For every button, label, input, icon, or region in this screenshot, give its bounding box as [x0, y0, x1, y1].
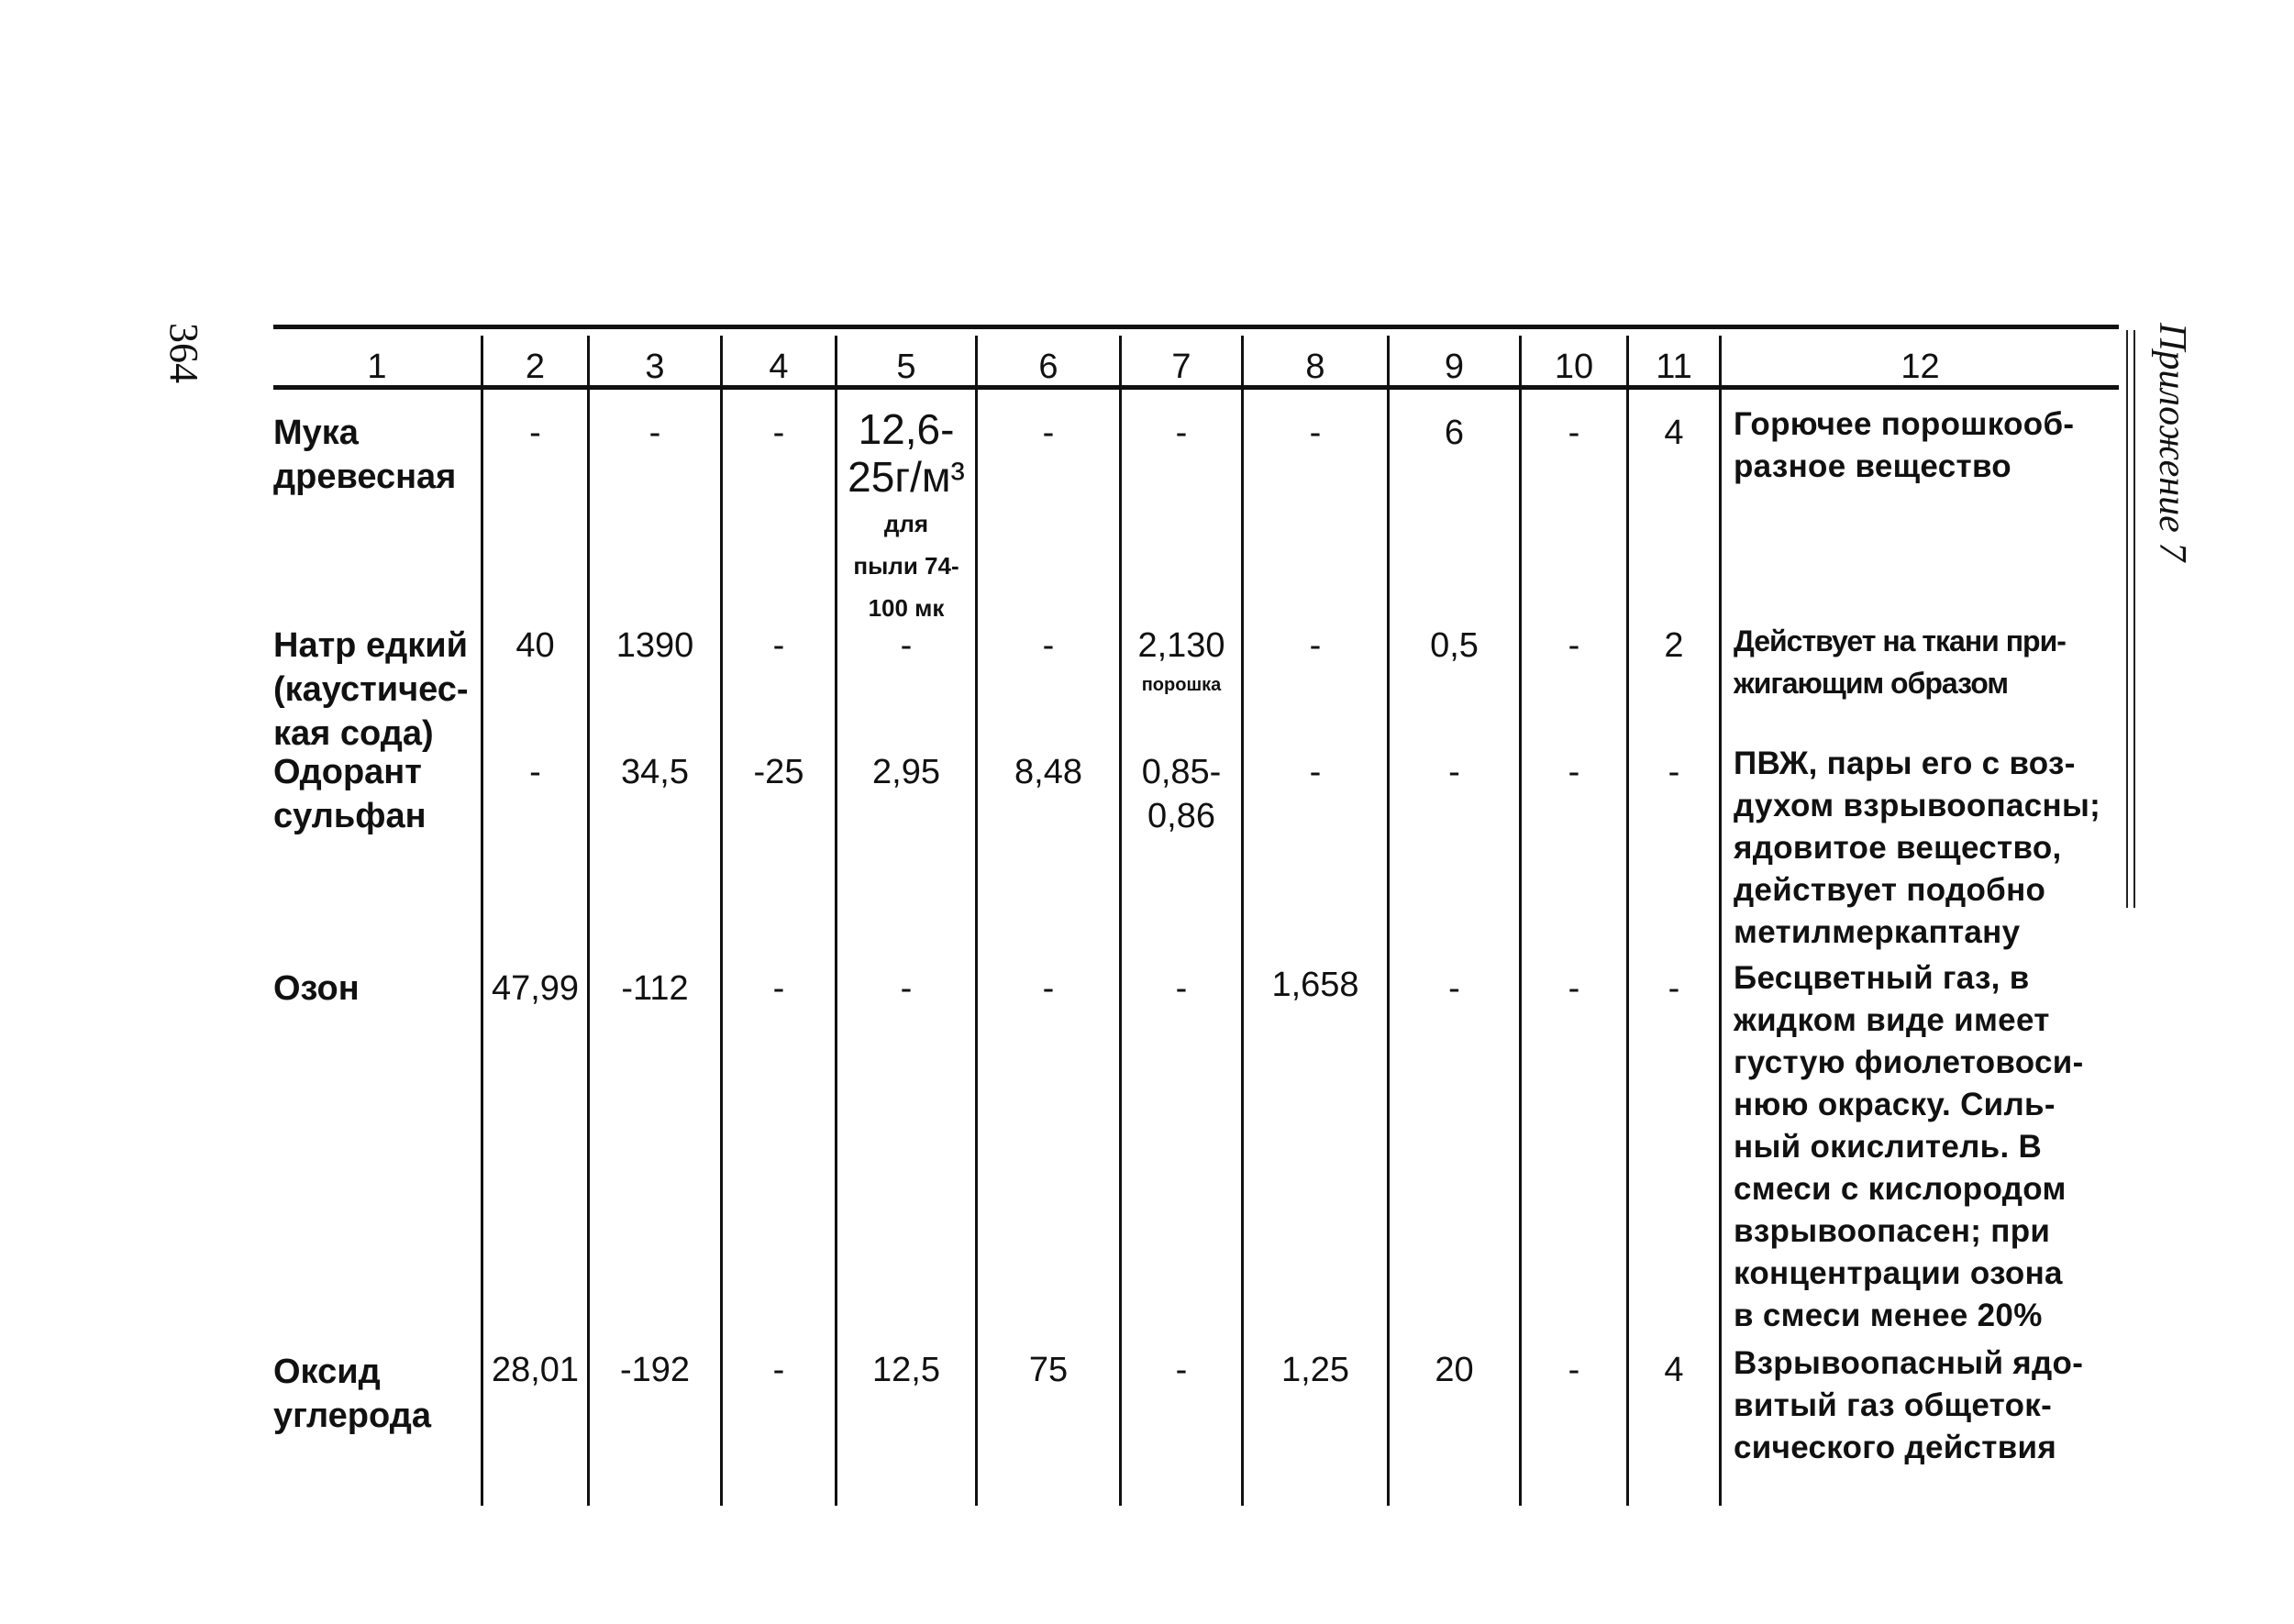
table-cell: -: [1042, 969, 1055, 1008]
table-cell: -192: [619, 1351, 691, 1389]
table-cell: -: [900, 969, 913, 1008]
table-cell: -: [1042, 414, 1055, 452]
table-cell-note: для пыли 74- 100 мк: [853, 510, 959, 622]
table-cell: -: [1568, 414, 1580, 452]
table-cell: -: [772, 414, 785, 452]
table-cell: 0,85- 0,86: [1141, 753, 1222, 835]
table-cell: -: [648, 414, 661, 452]
row-description: Действует на ткани при- жигающим образом: [1734, 624, 2066, 700]
table-cell: 2,130: [1137, 626, 1225, 665]
table-cell: 1,658: [1271, 966, 1359, 1004]
table-cell: -: [1309, 626, 1322, 665]
table-cell: 4: [1664, 1351, 1684, 1389]
column-header: 1: [367, 348, 387, 386]
table-cell: 47,99: [491, 969, 580, 1008]
column-divider: [720, 336, 723, 1506]
row-description: Горючее порошкооб- разное вещество: [1734, 406, 2075, 484]
table-cell: -112: [621, 969, 689, 1008]
table-cell: -: [1568, 1351, 1580, 1389]
table-cell: -: [772, 969, 785, 1008]
column-divider: [587, 336, 590, 1506]
column-header: 6: [1038, 348, 1058, 386]
row-substance-name: Озон: [273, 969, 360, 1008]
column-divider: [1719, 336, 1722, 1506]
table-cell: -: [1175, 1351, 1188, 1389]
column-header: 8: [1305, 348, 1325, 386]
column-header: 4: [769, 348, 789, 386]
table-cell: -: [1175, 414, 1188, 452]
page-number: 364: [161, 323, 206, 383]
column-header: 9: [1444, 348, 1465, 386]
row-description: Взрывоопасный ядо- витый газ общеток- сического действия: [1734, 1345, 2084, 1465]
table-cell: -: [529, 414, 541, 452]
table-cell: 40: [515, 626, 555, 665]
row-substance-name: Натр едкий (каустичес- кая сода): [273, 626, 469, 753]
table-cell: -: [1568, 753, 1580, 791]
table-cell: -25: [753, 753, 804, 791]
table-cell: 1,25: [1281, 1351, 1349, 1389]
column-divider: [1519, 336, 1522, 1506]
column-header: 5: [896, 348, 916, 386]
table-cell: -: [1309, 414, 1322, 452]
column-divider: [1626, 336, 1629, 1506]
table-cell: 1390: [615, 626, 694, 665]
column-divider: [1387, 336, 1390, 1506]
table-cell: -: [1448, 969, 1460, 1008]
table-cell: -: [1448, 753, 1460, 791]
appendix-label: Приложение 7: [2151, 323, 2193, 562]
row-substance-name: Мука древесная: [273, 414, 457, 496]
table-cell: 2,95: [872, 753, 940, 791]
table-cell: 2: [1664, 626, 1684, 665]
table-cell: 4: [1664, 414, 1684, 452]
table-cell: -: [1175, 969, 1188, 1008]
table-cell: 8,48: [1014, 753, 1082, 791]
column-header: 2: [525, 348, 546, 386]
table-cell: -: [529, 753, 541, 791]
table-cell: 12,5: [872, 1351, 940, 1389]
table-cell: 28,01: [491, 1351, 580, 1389]
table-cell: 0,5: [1430, 626, 1479, 665]
table-cell: -: [900, 626, 913, 665]
column-header: 3: [645, 348, 665, 386]
table-cell: 75: [1028, 1351, 1069, 1389]
table-cell: 12,6- 25г/м³: [848, 405, 965, 501]
table-cell: -: [772, 626, 785, 665]
table-cell: -: [1668, 753, 1680, 791]
row-substance-name: Одорант сульфан: [273, 753, 427, 835]
table-cell: 6: [1444, 414, 1465, 452]
column-header: 10: [1554, 348, 1594, 386]
margin-rule: [2126, 330, 2135, 908]
row-description: ПВЖ, пары его с воз- духом взрывоопасны; ядовитое вещество, действует подобно метилмеркаптану: [1734, 746, 2101, 950]
table-cell: -: [1568, 626, 1580, 665]
column-header: 12: [1901, 348, 1940, 386]
table-cell: 20: [1435, 1351, 1474, 1389]
data-table: [273, 323, 2119, 1506]
column-divider: [1119, 336, 1122, 1506]
table-cell: -: [1042, 626, 1055, 665]
column-divider: [481, 336, 483, 1506]
row-substance-name: Оксид углерода: [273, 1353, 431, 1435]
column-header: 7: [1171, 348, 1191, 386]
table-cell: -: [1668, 969, 1680, 1008]
row-description: Бесцветный газ, в жидком виде имеет густую фиолетовоси- нюю окраску. Силь- ный окислитель. В смеси с кислородом взрывоопасен; при концентрации озона в смеси менее 20%: [1734, 960, 2084, 1333]
table-cell: -: [772, 1351, 785, 1389]
table-cell: 34,5: [621, 753, 689, 791]
table-cell-note: порошка: [1141, 675, 1222, 695]
table-top-rule: [273, 325, 2119, 329]
column-divider: [1241, 336, 1244, 1506]
column-divider: [975, 336, 978, 1506]
table-cell: -: [1568, 969, 1580, 1008]
table-cell: -: [1309, 753, 1322, 791]
column-header: 11: [1656, 348, 1692, 386]
